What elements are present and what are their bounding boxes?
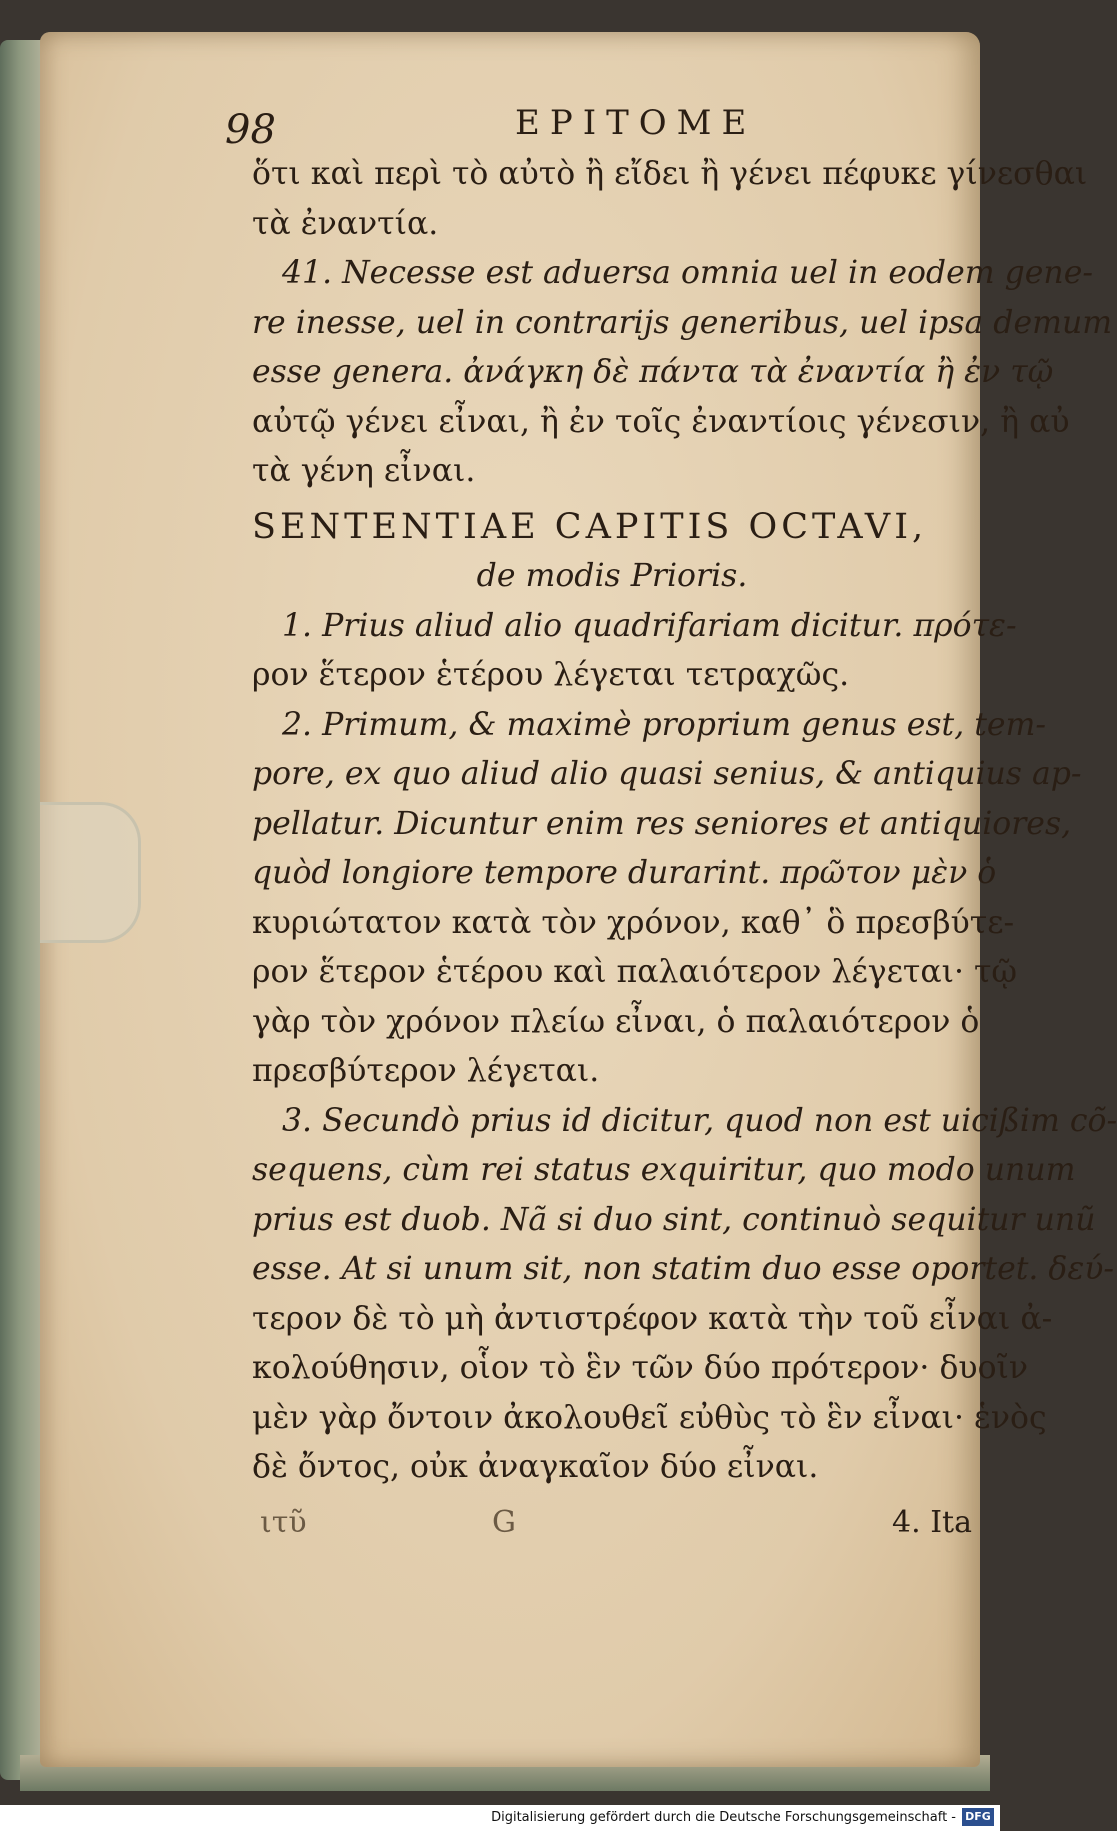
page-header xyxy=(225,95,925,155)
credit-bar xyxy=(0,1805,1000,1831)
text-line: re inesse, uel in contrarijs generibus, uel ipsa demum xyxy=(252,304,1113,341)
text-line: δὲ ὄντος, οὐκ ἀναγκαῖον δύο εἶναι. xyxy=(252,1449,819,1485)
text-line: 1. Prius aliud alio quadrifariam dicitur. πρότε- xyxy=(282,607,1017,644)
text-line: ρον ἕτερον ἑτέρου λέγεται τετραχῶς. xyxy=(252,657,850,693)
text-line: κολούθησιν, οἷον τὸ ἓν τῶν δύο πρότερον· δυοῖν xyxy=(252,1350,1029,1386)
text-line: πρεσβύτερον λέγεται. xyxy=(252,1053,600,1089)
text-line: sequens, cùm rei status exquiritur, quo modo unum xyxy=(252,1152,1076,1188)
text-line: 2. Primum, & maximè proprium genus est, tem- xyxy=(282,706,1047,743)
text-line: pore, ex quo aliud alio quasi senius, & antiquius ap- xyxy=(252,756,1082,792)
signature-mark: ιτῦ xyxy=(260,1505,307,1540)
text-line: 3. Secundò prius id dicitur, quod non est uicißim cõ- xyxy=(282,1102,1117,1139)
text-line: esse genera. ἀνάγκη δὲ πάντα τὰ ἐναντία ἢ ἐν τῷ xyxy=(252,354,1054,390)
signature-mark-2: G xyxy=(492,1505,516,1540)
section-subheading: de modis Prioris. xyxy=(476,558,748,594)
page-footer xyxy=(252,1505,972,1555)
text-line: pellatur. Dicuntur enim res seniores et antiquiores, xyxy=(252,805,1072,842)
text-line: 41. Necesse est aduersa omnia uel in eodem gene- xyxy=(282,255,1094,291)
text-line: prius est duob. Nã si duo sint, continuò sequitur unũ xyxy=(252,1201,1096,1238)
page-clip xyxy=(40,802,141,943)
page-number: 98 xyxy=(225,107,276,153)
text-line: αὐτῷ γένει εἶναι, ἢ ἐν τοῖς ἐναντίοις γένεσιν, ἢ αὐ xyxy=(252,403,1070,440)
text-line: τὰ ἐναντία. xyxy=(252,205,439,242)
text-line: κυριώτατον κατὰ τὸν χρόνον, καθ᾽ ὃ πρεσβύτε- xyxy=(252,904,1015,941)
text-line: quòd longiore tempore durarint. πρῶτον μὲν ὁ xyxy=(252,855,997,891)
text-line: ρον ἕτερον ἑτέρου καὶ παλαιότερον λέγεται· τῷ xyxy=(252,954,1018,990)
dfg-logo: DFG xyxy=(962,1808,994,1826)
text-line: τερον δὲ τὸ μὴ ἀντιστρέφον κατὰ τὴν τοῦ εἶναι ἀ- xyxy=(252,1300,1053,1337)
text-line: γὰρ τὸν χρόνον πλείω εἶναι, ὁ παλαιότερον ὁ xyxy=(252,1003,980,1040)
catchword: 4. Ita xyxy=(892,1505,972,1540)
credit-text: Digitalisierung gefördert durch die Deutsche Forschungsgemeinschaft - xyxy=(491,1810,956,1825)
text-line: μὲν γὰρ ὄντοιν ἀκολουθεῖ εὐθὺς τὸ ἓν εἶναι· ἑνὸς xyxy=(252,1399,1047,1436)
text-line: τὰ γένη εἶναι. xyxy=(252,453,476,489)
running-head: EPITOME xyxy=(515,103,757,143)
text-line: esse. At si unum sit, non statim duo esse oportet. δεύ- xyxy=(252,1251,1115,1287)
text-block xyxy=(252,150,1117,1493)
section-heading: SENTENTIAE CAPITIS OCTAVI, xyxy=(252,506,928,547)
text-line: ὅτι καὶ περὶ τὸ αὐτὸ ἢ εἴδει ἢ γένει πέφυκε γίνεσθαι xyxy=(252,156,1088,192)
